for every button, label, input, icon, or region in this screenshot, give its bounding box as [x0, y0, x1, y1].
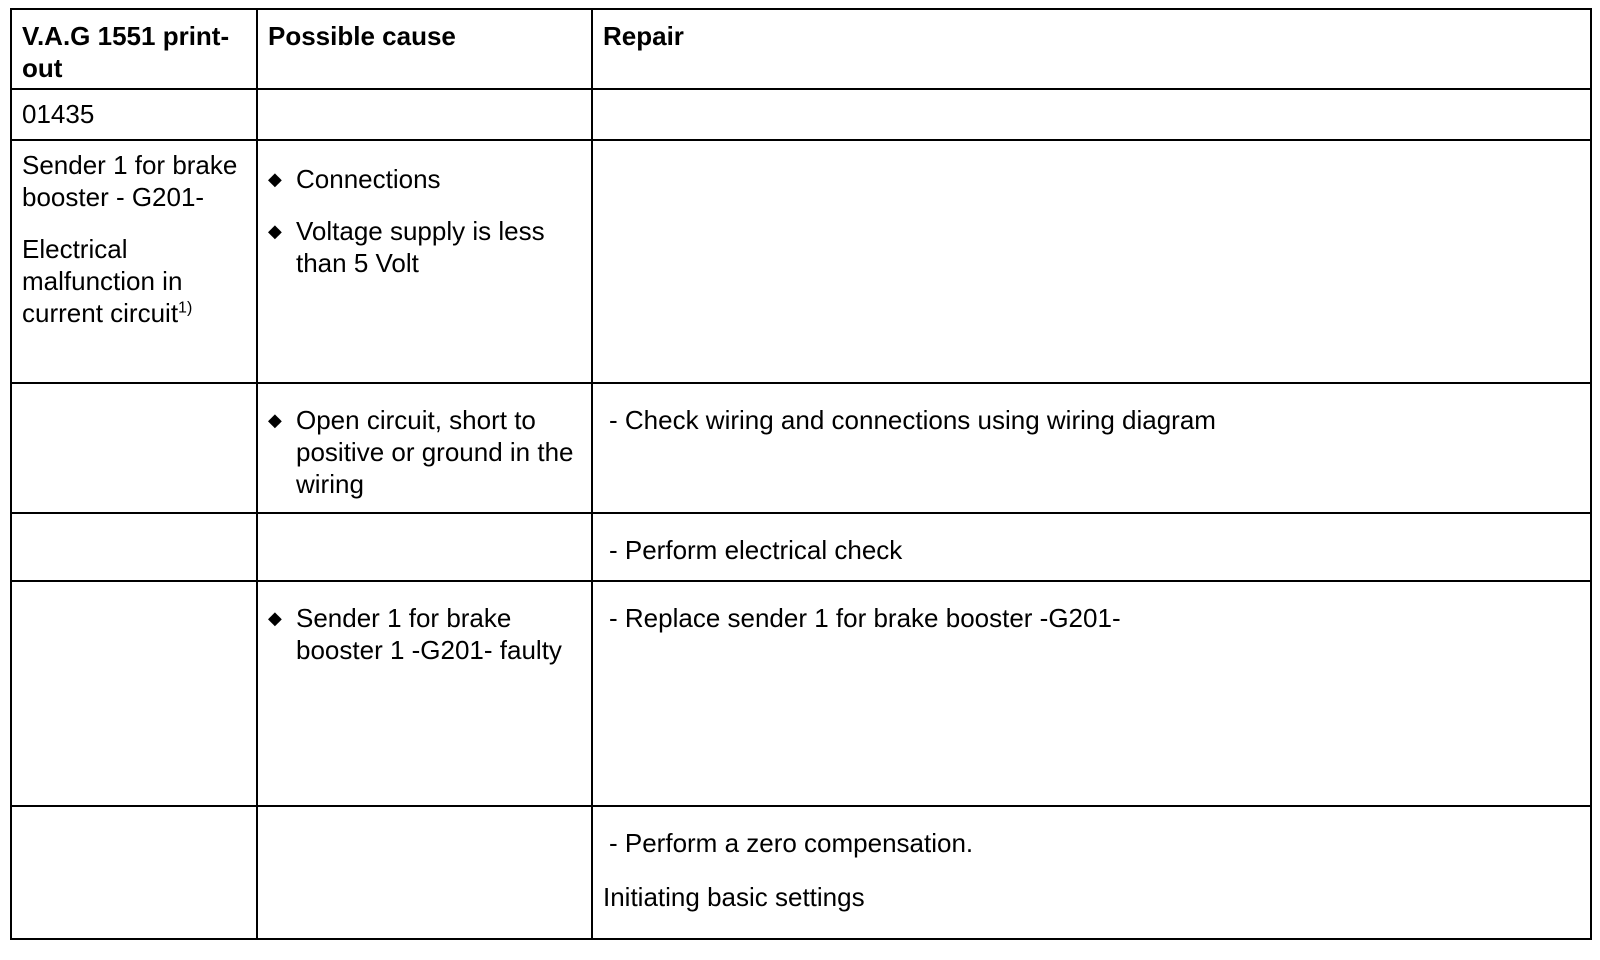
list-item — [268, 163, 581, 195]
cause-cell — [257, 140, 592, 383]
header-possible-cause — [257, 9, 592, 89]
header-row — [11, 9, 1591, 89]
table-row — [11, 513, 1591, 581]
fault-code: 01435 — [22, 99, 95, 129]
fault-table — [10, 8, 1592, 940]
cause-text: Voltage supply is less than 5 Volt — [296, 216, 545, 278]
list-item — [268, 215, 581, 279]
diamond-bullet-icon: ◆ — [268, 221, 282, 241]
empty-cell — [592, 89, 1591, 140]
cause-cell — [257, 383, 592, 513]
empty-cell — [11, 581, 257, 806]
table-row — [11, 140, 1591, 383]
header-repair-label: Repair — [603, 21, 684, 51]
cause-text: Sender 1 for brake booster 1 -G201- faulty — [296, 603, 562, 665]
diamond-bullet-icon: ◆ — [268, 169, 282, 189]
repair-text: - Perform a zero compensation. — [609, 828, 974, 858]
diamond-bullet-icon: ◆ — [268, 410, 282, 430]
cause-text: Connections — [296, 164, 441, 194]
repair-text: - Perform electrical check — [609, 535, 903, 565]
repair-cell — [592, 383, 1591, 513]
sender-title: Sender 1 for brake booster - G201- — [22, 150, 238, 212]
malfunction-label: Electrical malfunction in current circuit — [22, 234, 183, 328]
description-cell — [11, 140, 257, 383]
empty-cell — [11, 383, 257, 513]
cause-cell — [257, 581, 592, 806]
basic-settings-note: Initiating basic settings — [603, 882, 865, 912]
empty-cell — [257, 513, 592, 581]
footnote-marker: 1) — [178, 299, 193, 317]
cause-text: Open circuit, short to positive or ground in the wiring — [296, 405, 574, 499]
list-item — [268, 602, 581, 666]
repair-cell — [592, 806, 1591, 939]
empty-cell — [11, 513, 257, 581]
diamond-bullet-icon: ◆ — [268, 608, 282, 628]
code-cell — [11, 89, 257, 140]
header-repair — [592, 9, 1591, 89]
table-row — [11, 581, 1591, 806]
repair-text: - Check wiring and connections using wiring diagram — [609, 405, 1216, 435]
header-print-out-label: V.A.G 1551 print-out — [22, 21, 230, 83]
empty-cell — [257, 806, 592, 939]
malfunction-text — [22, 233, 246, 329]
header-print-out — [11, 9, 257, 89]
repair-cell — [592, 581, 1591, 806]
empty-cell — [11, 806, 257, 939]
table-row — [11, 806, 1591, 939]
table-row — [11, 89, 1591, 140]
empty-cell — [257, 89, 592, 140]
header-possible-cause-label: Possible cause — [268, 21, 456, 51]
table-row — [11, 383, 1591, 513]
empty-cell — [592, 140, 1591, 383]
list-item — [268, 404, 581, 500]
repair-cell — [592, 513, 1591, 581]
repair-text: - Replace sender 1 for brake booster -G201- — [609, 603, 1121, 633]
